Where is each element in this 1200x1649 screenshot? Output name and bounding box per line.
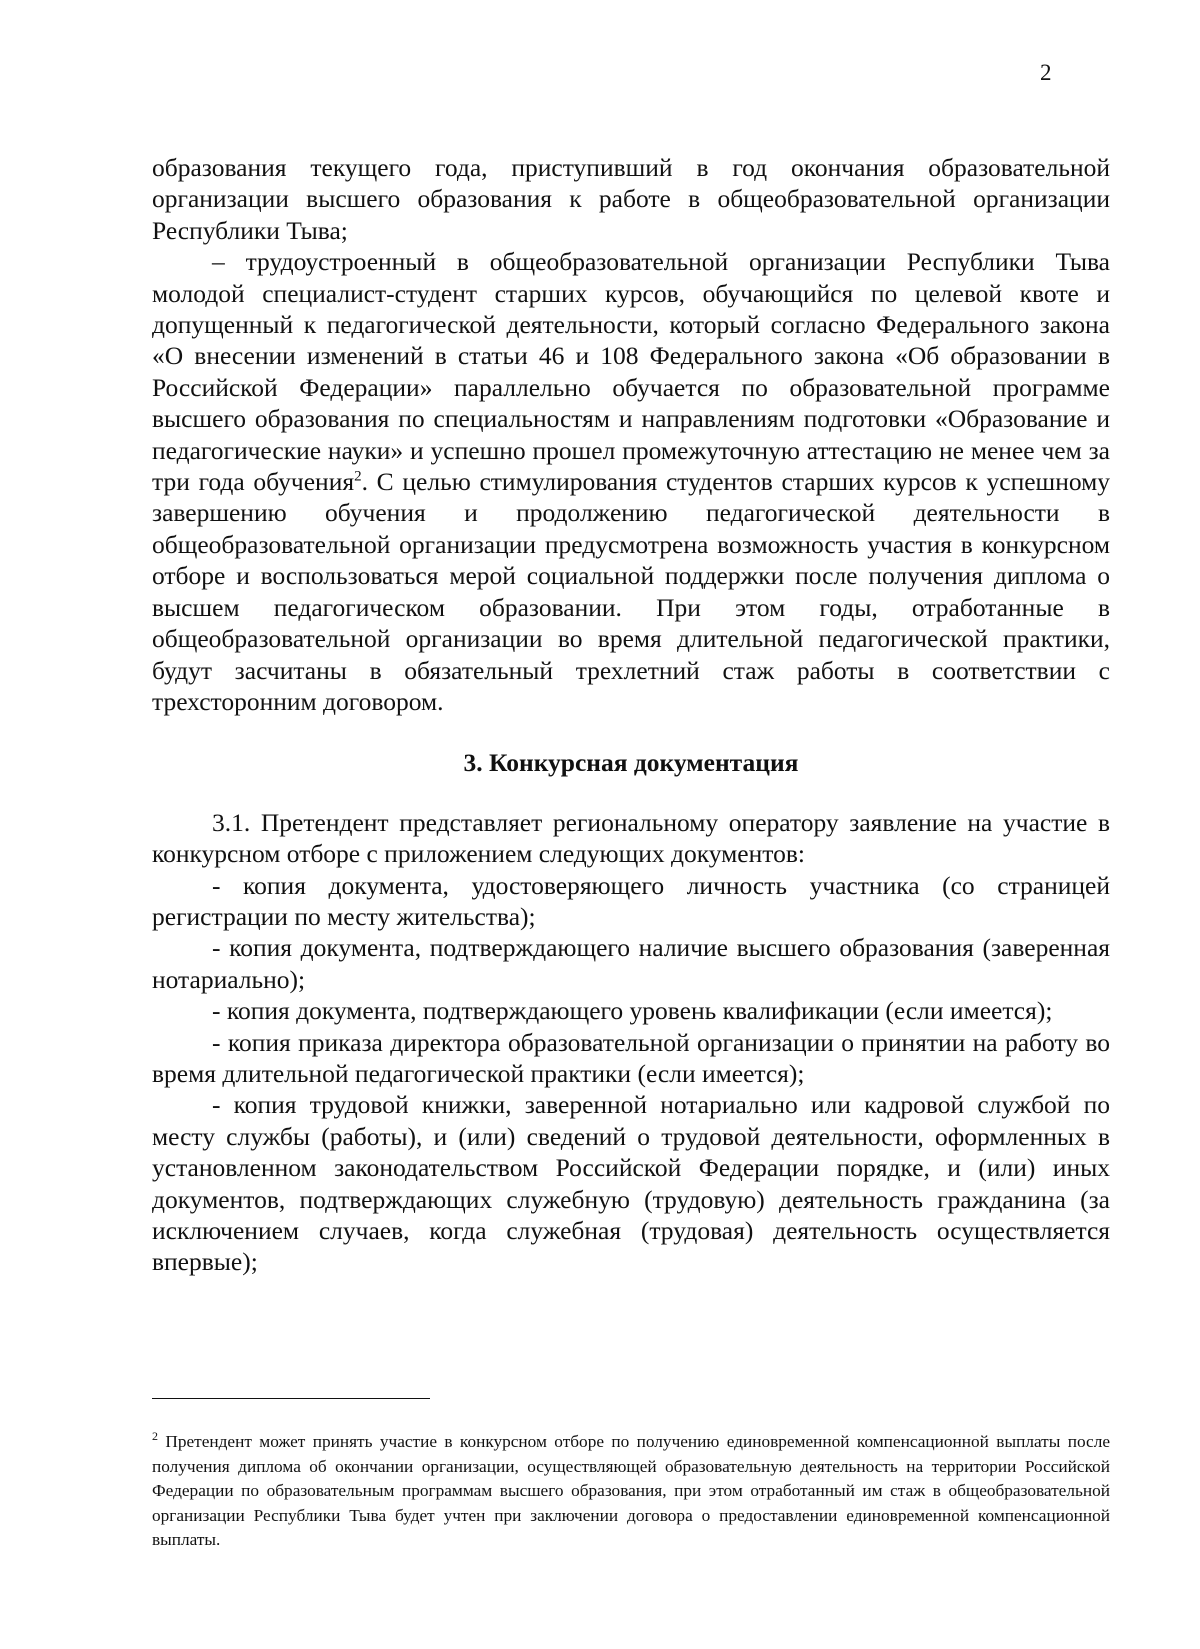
paragraph-young-specialist-text: – трудоустроенный в общеобразовательной организации Республики Тыва молодой специалист-студент старших курсов, обучающийся по целевой квоте и допущенный к педагогической деятельности, который согласно Федерального закона «О внесении изменений в статьи 46 и 108 Федерального закона «Об образовании в Российской Федерации» параллельно обучается по образовательной программе высшего образования по специальностям и направлениям подготовки «Образование и педагогические науки» и успешно прошел промежуточную аттестацию не менее чем за три года обучения [152, 247, 1110, 497]
document-list-item: - копия документа, удостоверяющего личность участника (со страницей регистрации по месту жительства); [152, 870, 1110, 931]
footnote-separator [152, 1398, 430, 1399]
footnote-reference: 2 [354, 468, 362, 485]
paragraph-young-specialist-tail: . С целью стимулирования студентов старших курсов к успешному завершению обучения и продолжению педагогической деятельности в общеобразовательной организации предусмотрена возможность участия в конкурсном отборе и воспользоваться мерой социальной поддержки после получения диплома о высшем педагогическом образовании. При этом годы, отработанные в общеобразовательной организации во время длительной педагогической практики, будут засчитаны в обязательный трехлетний стаж работы в соответствии с трехсторонним договором. [152, 467, 1110, 716]
footnote-text: Претендент может принять участие в конкурсном отборе по получению единовременной компенсационной выплаты после получения диплома об окончании организации, осуществляющей образовательную деятельность на территории Российской Федерации по образовательным программам высшего образования, при этом отработанный им стаж в общеобразовательной организации Республики Тыва будет учтен при заключении договора о предоставлении единовременной компенсационной выплаты. [152, 1432, 1110, 1550]
document-list-item: - копия трудовой книжки, заверенной нотариально или кадровой службой по месту службы (работы), и (или) сведений о трудовой деятельности, оформленных в установленном законодательством Российской Федерации порядке, и (или) иных документов, подтверждающих служебную (трудовую) деятельность гражданина (за исключением случаев, когда служебная (трудовая) деятельность осуществляется впервые); [152, 1090, 1110, 1277]
footnote [152, 1430, 1110, 1553]
document-body [152, 152, 1110, 1278]
footnote-marker: 2 [152, 1429, 158, 1444]
section-intro: 3.1. Претендент представляет региональному оператору заявление на участие в конкурсном отборе с приложением следующих документов: [152, 807, 1110, 869]
page-number: 2 [1040, 60, 1052, 85]
section-heading: 3. Конкурсная документация [463, 748, 799, 778]
paragraph-continuation: образования текущего года, приступивший в год окончания образовательной организации высшего образования к работе в общеобразовательной организации Республики Тыва; [152, 153, 1110, 245]
document-list-item: - копия документа, подтверждающего наличие высшего образования (заверенная нотариально); [152, 933, 1110, 994]
document-list-item: - копия приказа директора образовательной организации о принятии на работу во время длительной педагогической практики (если имеется); [152, 1027, 1110, 1088]
paragraph-young-specialist [152, 246, 1110, 717]
document-list-item: - копия документа, подтверждающего уровень квалификации (если имеется); [212, 996, 1053, 1026]
